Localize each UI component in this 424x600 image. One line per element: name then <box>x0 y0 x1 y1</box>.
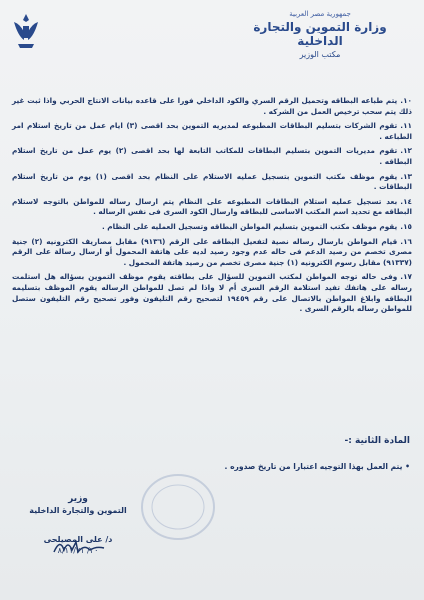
handwritten-signature-icon <box>50 536 110 558</box>
office-name: مكتب الوزير <box>299 50 341 59</box>
signatory-name: د/ على المصيلحى <box>43 535 113 544</box>
eagle-emblem-icon <box>12 12 40 52</box>
ministry-seal-icon <box>138 472 218 542</box>
directive-item: ١٢.تقوم مديريات التموين بتسليم البطاقات للمكاتب التابعة لها بحد اقصى (٢) يوم عمل من تاريخ استلام البطاقه . <box>12 146 412 166</box>
directive-item: ١٠.يتم طباعه البطاقه وتحميل الرقم السري والكود الداخلي فورا على قاعده بيانات الانتاج الحربي واذا ثبت غير ذلك يتم سحب ترخيص العمل من الشركه . <box>12 96 412 116</box>
directive-item: ١٣.يقوم موظف مكتب التموين بتسجيل عمليه الاستلام على النظام بحد اقصى (١) يوم من تاريخ استلام البطاقات . <box>12 171 413 192</box>
signatory-title: وزير <box>68 494 88 504</box>
directive-item: ١٦.قيام المواطن بارسال رساله نصية لتفعيل البطاقه على الرقم (٩١٣٦) مقابل مصاريف الكترونيه (٢) جنية مصرى تخصم من رصيد الدعم فى حاله عدم وجود رصيد لديه على هاتفة المحمول أو ارسال رسالة على الرقم (٩١٣٣٧) مقابل رسوم الكترونيه (١) جنية مصرى تخصم من رصيد هاتفة المحمول . <box>12 236 412 267</box>
directive-item: ١١.تقوم الشركات بتسليم البطاقات المطبوعه لمديريه التموين بحد اقصى (٣) ايام عمل من تاريخ استلام امر الطباعه . <box>12 121 412 141</box>
letterhead <box>230 10 410 59</box>
directive-item: ١٥.يقوم موظف مكتب التموين بتسليم المواطن البطاقه وتسجيل العمليه على النظام . <box>101 221 412 231</box>
ministry-name: وزارة التموين والتجارة الداخلية <box>253 20 387 48</box>
directive-item: ١٤.بعد تسجيل عمليه استلام البطاقات المطبوعه على النظام يتم ارسال رساله للمواطن بالتوجه لاستلام البطاقه مع تحديد اسم المكتب الاساسى للبطاقه وارسال الكود السرى فى نفس الرساله . <box>12 196 412 217</box>
article-two-title: المادة الثانية :- <box>344 436 410 446</box>
article-two-body: • يتم العمل بهذا التوجيه اعتبارا من تاريخ صدوره . <box>224 462 410 471</box>
signatory-ministry: التموين والتجارة الداخلية <box>29 506 127 515</box>
directive-items <box>12 96 412 319</box>
republic-name: جمهورية مصر العربية <box>289 10 351 18</box>
directive-item: ١٧.وفى حاله توجه المواطن لمكتب التموين للسؤال على بطاقته يقوم موظف التموين بسؤاله هل استلمت رساله على هاتفك تفيد استلامة الرقم السرى أم لا واذا لم تصل للمواطن الرساله يقوم الموظف بتسليمه البطاقه وابلاغ المواطن بالاتصال على رقم ١٩٤٥٩ لتصحيح رقم التليفون وفور تصحيح رقم التليفون ستصل للمواطن رساله بالرقم السرى . <box>12 272 412 314</box>
signature-date: ٢٠/ ٨/١١/٢١ <box>57 546 99 555</box>
